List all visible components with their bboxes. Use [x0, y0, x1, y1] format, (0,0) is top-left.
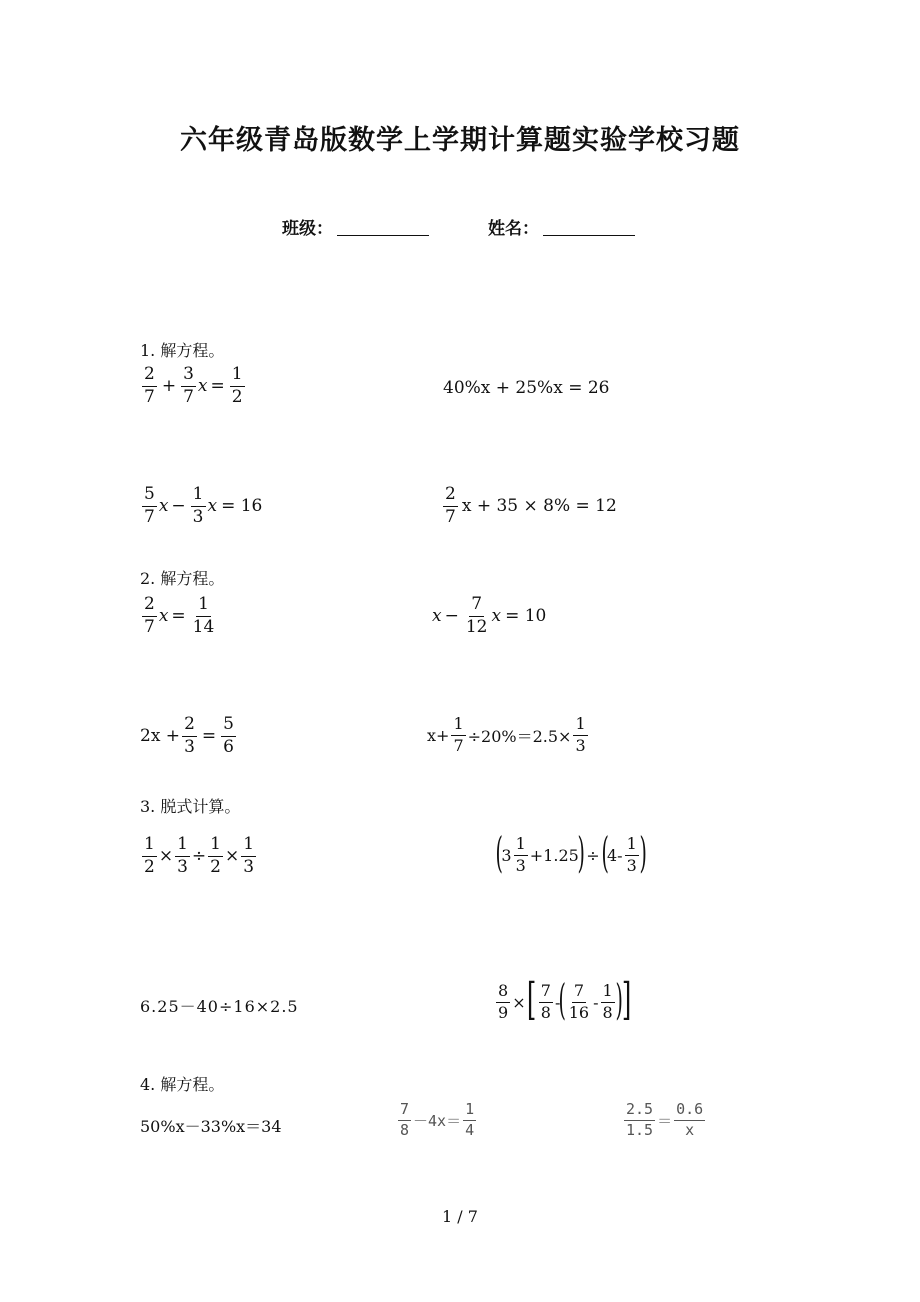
class-blank[interactable]: [337, 217, 429, 236]
problem-3-4: $\frac{8}{9}$ × [ $\frac{7}{8}$ - ( $\frac{7}{16}$ - $\frac{1}{8}$ ) ]: [498, 974, 632, 1025]
fraction: $\frac{0.6}{x}$: [676, 1100, 704, 1139]
problem-3-3: 6.25－40÷16×2.5: [140, 997, 299, 1016]
fraction: $\frac{1}{8}$: [602, 980, 613, 1022]
page-number: 1 / 7: [442, 1207, 478, 1226]
fraction: $\frac{2}{7}$: [144, 364, 155, 407]
page-title: 六年级青岛版数学上学期计算题实验学校习题: [180, 125, 740, 156]
name-blank[interactable]: [543, 217, 635, 236]
name-label: 姓名：: [488, 219, 539, 239]
fraction: $\frac{1}{3}$: [177, 834, 188, 877]
fraction: $\frac{1}{2}$: [210, 834, 221, 877]
problem-2-3: 2x + $\frac{2}{3}$ = $\frac{5}{6}$: [140, 714, 234, 757]
fraction: $\frac{8}{9}$: [498, 980, 509, 1022]
problem-3-1: $\frac{1}{2}$ × $\frac{1}{3}$ ÷ $\frac{1}{2}$ × $\frac{1}{3}$: [144, 834, 255, 877]
fraction: $\frac{1}{4}$: [465, 1100, 475, 1139]
fraction: $\frac{1}{3}$: [515, 833, 526, 875]
name-field: [488, 214, 635, 239]
fraction: $\frac{7}{16}$: [568, 980, 590, 1022]
fraction: $\frac{5}{6}$: [223, 714, 234, 757]
fraction: $\frac{2}{3}$: [184, 714, 195, 757]
class-field: [282, 214, 429, 239]
fraction: $\frac{1}{2}$: [144, 834, 155, 877]
fraction: $\frac{7}{8}$: [540, 980, 551, 1022]
section-4-label: 4. 解方程。: [140, 1075, 225, 1094]
problem-3-2: ( 3 $\frac{1}{3}$ +1.25 ) ÷ ( 4- $\frac{1}{3}$ ): [495, 828, 647, 877]
fraction: $\frac{7}{8}$: [400, 1100, 410, 1139]
problem-4-3: $\frac{2.5}{1.5}$ ＝ $\frac{0.6}{x}$: [626, 1100, 704, 1139]
section-3-label: 3. 脱式计算。: [140, 797, 241, 816]
fraction: $\frac{1}{3}$: [243, 834, 255, 877]
fraction: $\frac{5}{7}$: [144, 484, 155, 527]
section-1-label: 1. 解方程。: [140, 341, 225, 360]
fraction: $\frac{1}{3}$: [575, 714, 586, 755]
fraction: $\frac{1}{3}$: [192, 484, 204, 527]
problem-4-2: $\frac{7}{8}$ －4x＝ $\frac{1}{4}$: [400, 1100, 475, 1139]
problem-1-3: $\frac{5}{7}$ x − $\frac{1}{3}$ x = 16: [144, 484, 263, 527]
problem-1-2: 40%x + 25%x = 26: [443, 378, 610, 398]
problem-2-1: $\frac{2}{7}$ x = $\frac{1}{14}$: [144, 594, 215, 637]
fraction: $\frac{2.5}{1.5}$: [626, 1100, 654, 1139]
problem-2-2: x − $\frac{7}{12}$ x = 10: [432, 594, 547, 637]
fraction: $\frac{2}{7}$: [445, 484, 456, 527]
fraction: $\frac{7}{12}$: [465, 594, 488, 637]
fraction: $\frac{2}{7}$: [144, 594, 155, 637]
class-label: 班级：: [282, 219, 333, 239]
problem-2-4: x+ $\frac{1}{7}$ ÷20%＝2.5× $\frac{1}{3}$: [427, 714, 586, 755]
problem-1-4: $\frac{2}{7}$ x + 35 × 8% = 12: [445, 484, 617, 527]
fraction: $\frac{1}{7}$: [453, 714, 464, 755]
section-2-label: 2. 解方程。: [140, 569, 225, 588]
problem-1-1: $\frac{2}{7}$ + $\frac{3}{7}$ x = $\frac{1}{2}$: [144, 364, 243, 407]
fraction: $\frac{1}{2}$: [231, 364, 243, 407]
problem-4-1: 50%x－33%x＝34: [140, 1117, 282, 1136]
fraction: $\frac{1}{14}$: [192, 594, 215, 637]
fraction: $\frac{3}{7}$: [183, 364, 194, 407]
fraction: $\frac{1}{3}$: [626, 833, 637, 875]
